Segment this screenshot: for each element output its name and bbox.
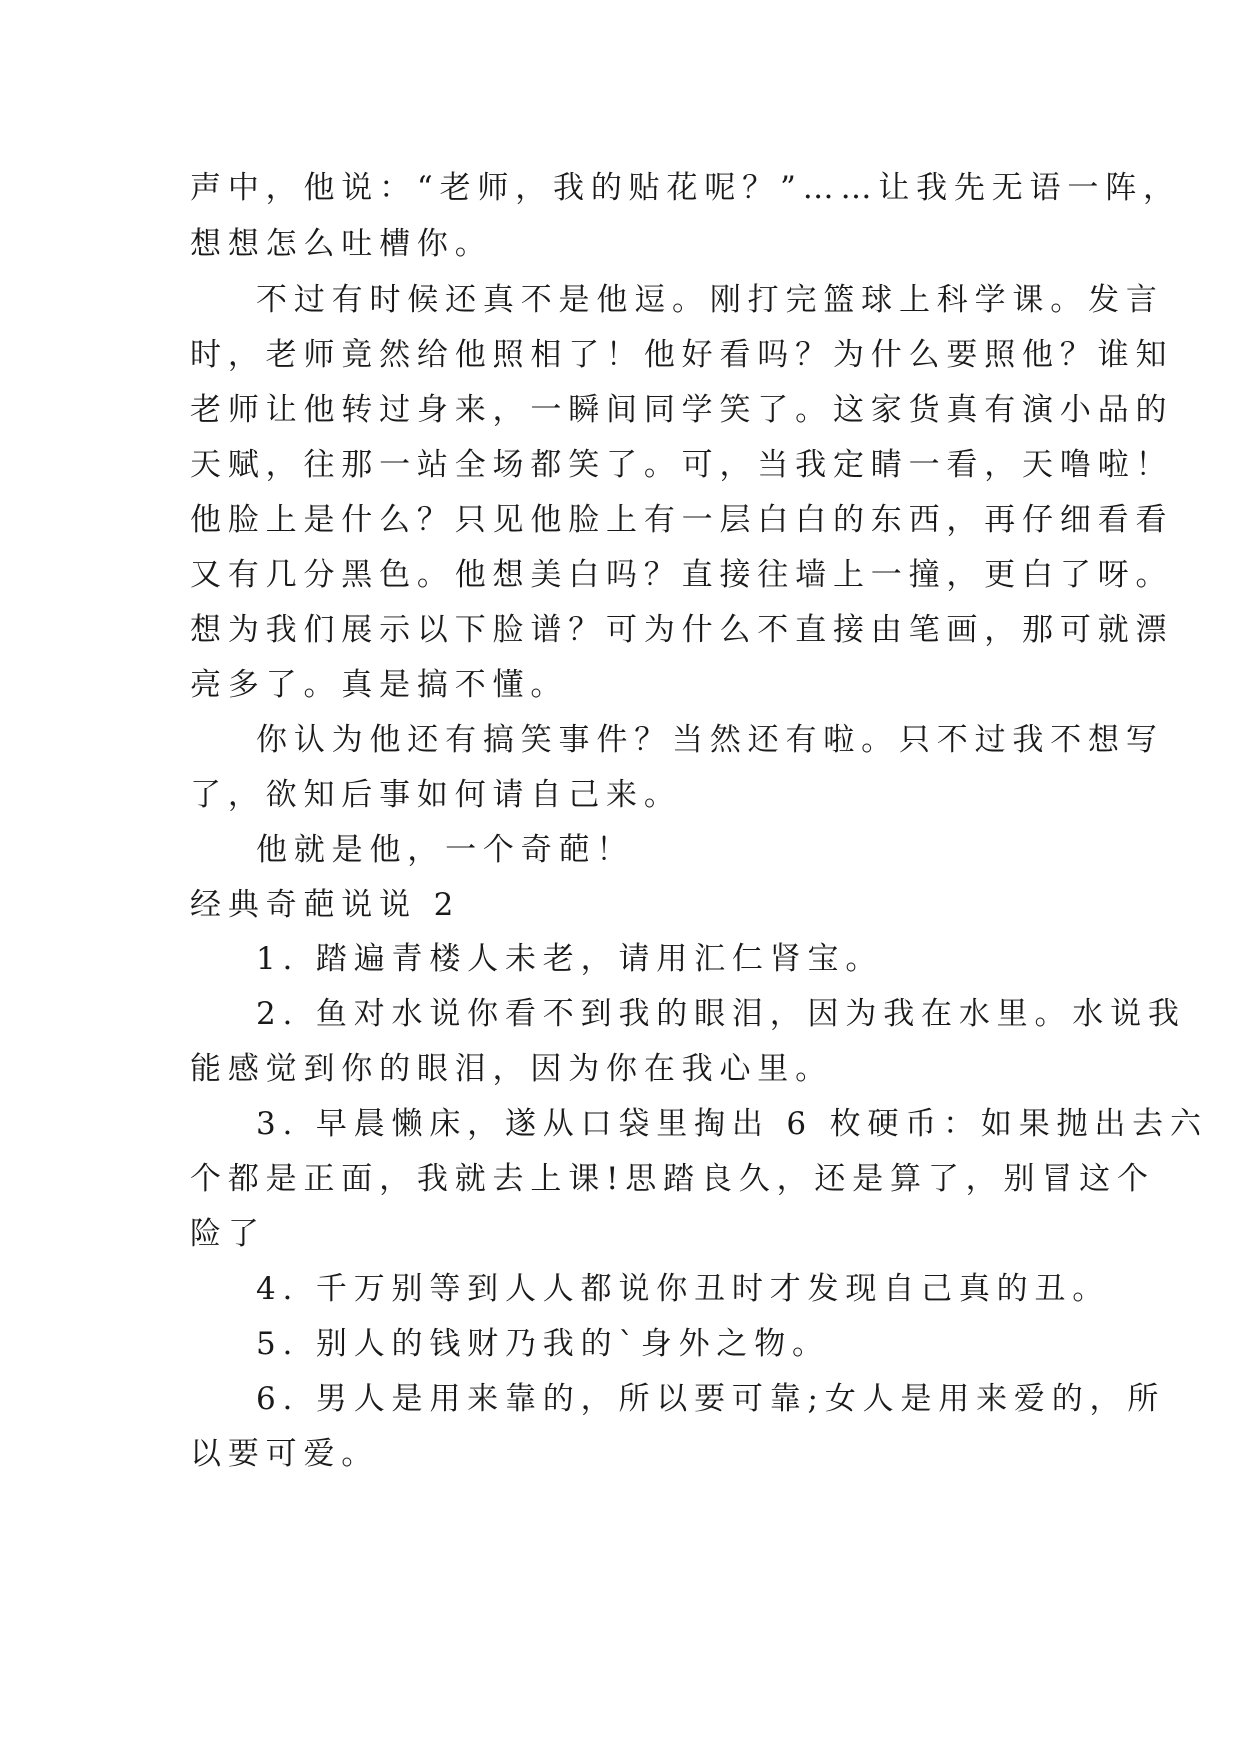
text-line: 时，老师竟然给他照相了！他好看吗？为什么要照他？谁知: [190, 337, 1174, 373]
text-line: 声中，他说：“老师，我的贴花呢？”……让我先无语一阵，: [190, 170, 1181, 206]
text-line: 他就是他，一个奇葩！: [256, 832, 635, 868]
list-item: 2. 鱼对水说你看不到我的眼泪，因为我在水里。水说我: [256, 996, 1186, 1032]
text-line: 想想怎么吐槽你。: [190, 226, 493, 262]
text-line: 想为我们展示以下脸谱？可为什么不直接由笔画，那可就漂: [190, 612, 1174, 648]
text-line: 以要可爱。: [190, 1436, 380, 1472]
list-item: 6. 男人是用来靠的，所以要可靠;女人是用来爱的，所: [256, 1381, 1166, 1417]
text-line: 亮多了。真是搞不懂。: [190, 667, 569, 703]
text-line: 能感觉到你的眼泪，因为你在我心里。: [190, 1051, 833, 1087]
text-line: 天赋，往那一站全场都笑了。可，当我定睛一看，天噜啦！: [190, 447, 1174, 483]
list-item: 3. 早晨懒床，遂从口袋里掏出 6 枚硬币：如果抛出去六: [256, 1106, 1208, 1142]
text-line: 又有几分黑色。他想美白吗？直接往墙上一撞，更白了呀。: [190, 557, 1174, 593]
text-line: 你认为他还有搞笑事件？当然还有啦。只不过我不想写: [256, 722, 1164, 758]
text-line: 险了: [190, 1216, 266, 1252]
text-line: 个都是正面，我就去上课!思踏良久，还是算了，别冒这个: [190, 1161, 1155, 1197]
text-line: 了，欲知后事如何请自己来。: [190, 777, 682, 813]
section-heading: 经典奇葩说说 2: [190, 887, 461, 923]
text-line: 老师让他转过身来，一瞬间同学笑了。这家货真有演小品的: [190, 392, 1174, 428]
list-item: 4. 千万别等到人人都说你丑时才发现自己真的丑。: [256, 1271, 1111, 1307]
list-item: 5. 别人的钱财乃我的`身外之物。: [256, 1326, 830, 1362]
text-line: 不过有时候还真不是他逗。刚打完篮球上科学课。发言: [256, 282, 1164, 318]
text-line: 他脸上是什么？只见他脸上有一层白白的东西，再仔细看看: [190, 502, 1174, 538]
list-item: 1. 踏遍青楼人未老，请用汇仁肾宝。: [256, 941, 884, 977]
